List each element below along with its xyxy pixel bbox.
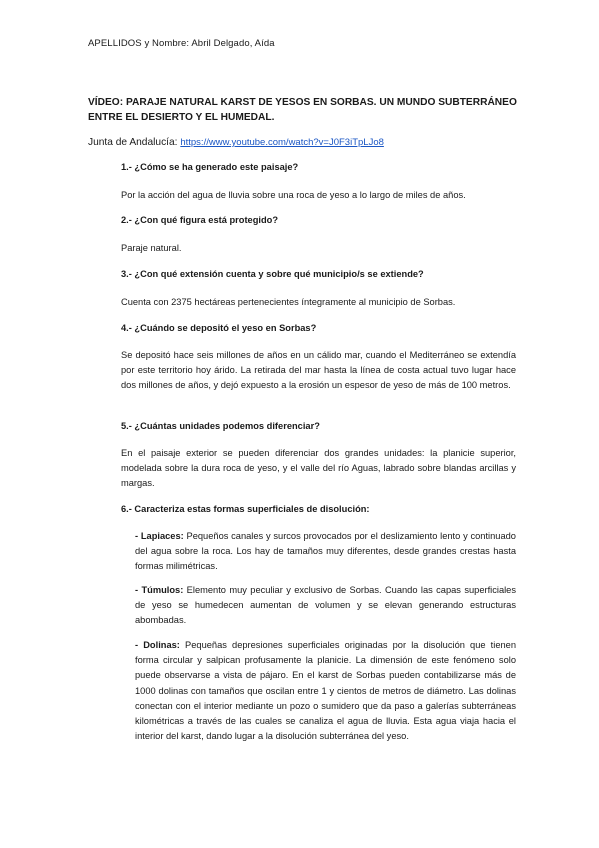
- form-term: - Túmulos:: [135, 585, 184, 595]
- question-text: 1.- ¿Cómo se ha generado este paisaje?: [121, 162, 299, 172]
- answer-4: [121, 348, 516, 394]
- answer-text: En el paisaje exterior se pueden diferenciar dos grandes unidades: la planicie superior, modelada sobre la dura roca de yeso, y el valle del río Aguas, labrado sobre blandas arcillas y margas.: [121, 448, 516, 489]
- answer-text: Paraje natural.: [121, 243, 182, 253]
- question-2: [121, 214, 516, 227]
- question-4: [121, 322, 516, 335]
- form-dolinas: [135, 638, 516, 744]
- document-title: [88, 95, 518, 125]
- question-text: 4.- ¿Cuándo se depositó el yeso en Sorbas?: [121, 323, 317, 333]
- form-description: Pequeños canales y surcos provocados por el deslizamiento lento y continuado del agua sobre la roca. Los hay de tamaños muy diferentes, desde grandes crestas hasta formas milimétricas.: [135, 531, 516, 572]
- title-lead: VÍDEO:: [88, 97, 124, 108]
- title-text: PARAJE NATURAL KARST DE YESOS EN SORBAS. UN MUNDO SUBTERRÁNEO ENTRE EL DESIERTO Y EL HUMEDAL.: [88, 97, 517, 123]
- source-label: Junta de Andalucía:: [88, 137, 181, 148]
- question-6: [121, 503, 516, 516]
- answer-text: Por la acción del agua de lluvia sobre una roca de yeso a lo largo de miles de años.: [121, 190, 466, 200]
- question-text: 5.- ¿Cuántas unidades podemos diferenciar?: [121, 421, 320, 431]
- form-lapiaces: [135, 529, 516, 575]
- form-term: - Dolinas:: [135, 640, 180, 650]
- answer-text: Cuenta con 2375 hectáreas pertenecientes íntegramente al municipio de Sorbas.: [121, 297, 456, 307]
- form-tumulos: [135, 583, 516, 629]
- form-term: - Lapiaces:: [135, 531, 184, 541]
- question-text: 6.- Caracteriza estas formas superficiales de disolución:: [121, 504, 370, 514]
- question-text: 2.- ¿Con qué figura está protegido?: [121, 215, 279, 225]
- question-text: 3.- ¿Con qué extensión cuenta y sobre qué municipio/s se extiende?: [121, 269, 424, 279]
- answer-2: [121, 241, 516, 256]
- answer-text: Se depositó hace seis millones de años en un cálido mar, cuando el Mediterráneo se extendía por este territorio hoy árido. La retirada del mar hasta la línea de costa actual tuvo lugar hace dos millones de años, y dejó expuesto a la erosión un espesor de yeso de más de 100 metros.: [121, 350, 516, 391]
- answer-5: [121, 446, 516, 492]
- author-line: APELLIDOS y Nombre: Abril Delgado, Aída: [88, 38, 275, 49]
- answer-1: [121, 188, 516, 203]
- answer-3: [121, 295, 516, 310]
- question-1: [121, 161, 516, 174]
- source-line: [88, 137, 384, 148]
- question-3: [121, 268, 516, 281]
- question-5: [121, 420, 516, 433]
- form-description: Elemento muy peculiar y exclusivo de Sorbas. Cuando las capas superficiales de yeso se humedecen aumentan de volumen y se elevan generando estructuras abombadas.: [135, 585, 516, 626]
- form-description: Pequeñas depresiones superficiales originadas por la disolución que tienen forma circular y salpican profusamente la planicie. La dimensión de este fenómeno solo puede observarse a vista de pájaro. En el karst de Sorbas pueden contabilizarse más de 1000 dolinas con tamaños que oscilan entre 1 y cientos de metros de diámetro. Las dolinas conectan con el interior mediante un pozo o sumidero que da paso a galerías subterráneas kilométricas a través de las cuales se canaliza el agua de lluvia. Esta agua viaja hacia el interior del karst, dando lugar a la disolución subterránea del yeso.: [135, 640, 517, 742]
- video-link[interactable]: https://www.youtube.com/watch?v=J0F3iTpLJo8: [180, 137, 384, 148]
